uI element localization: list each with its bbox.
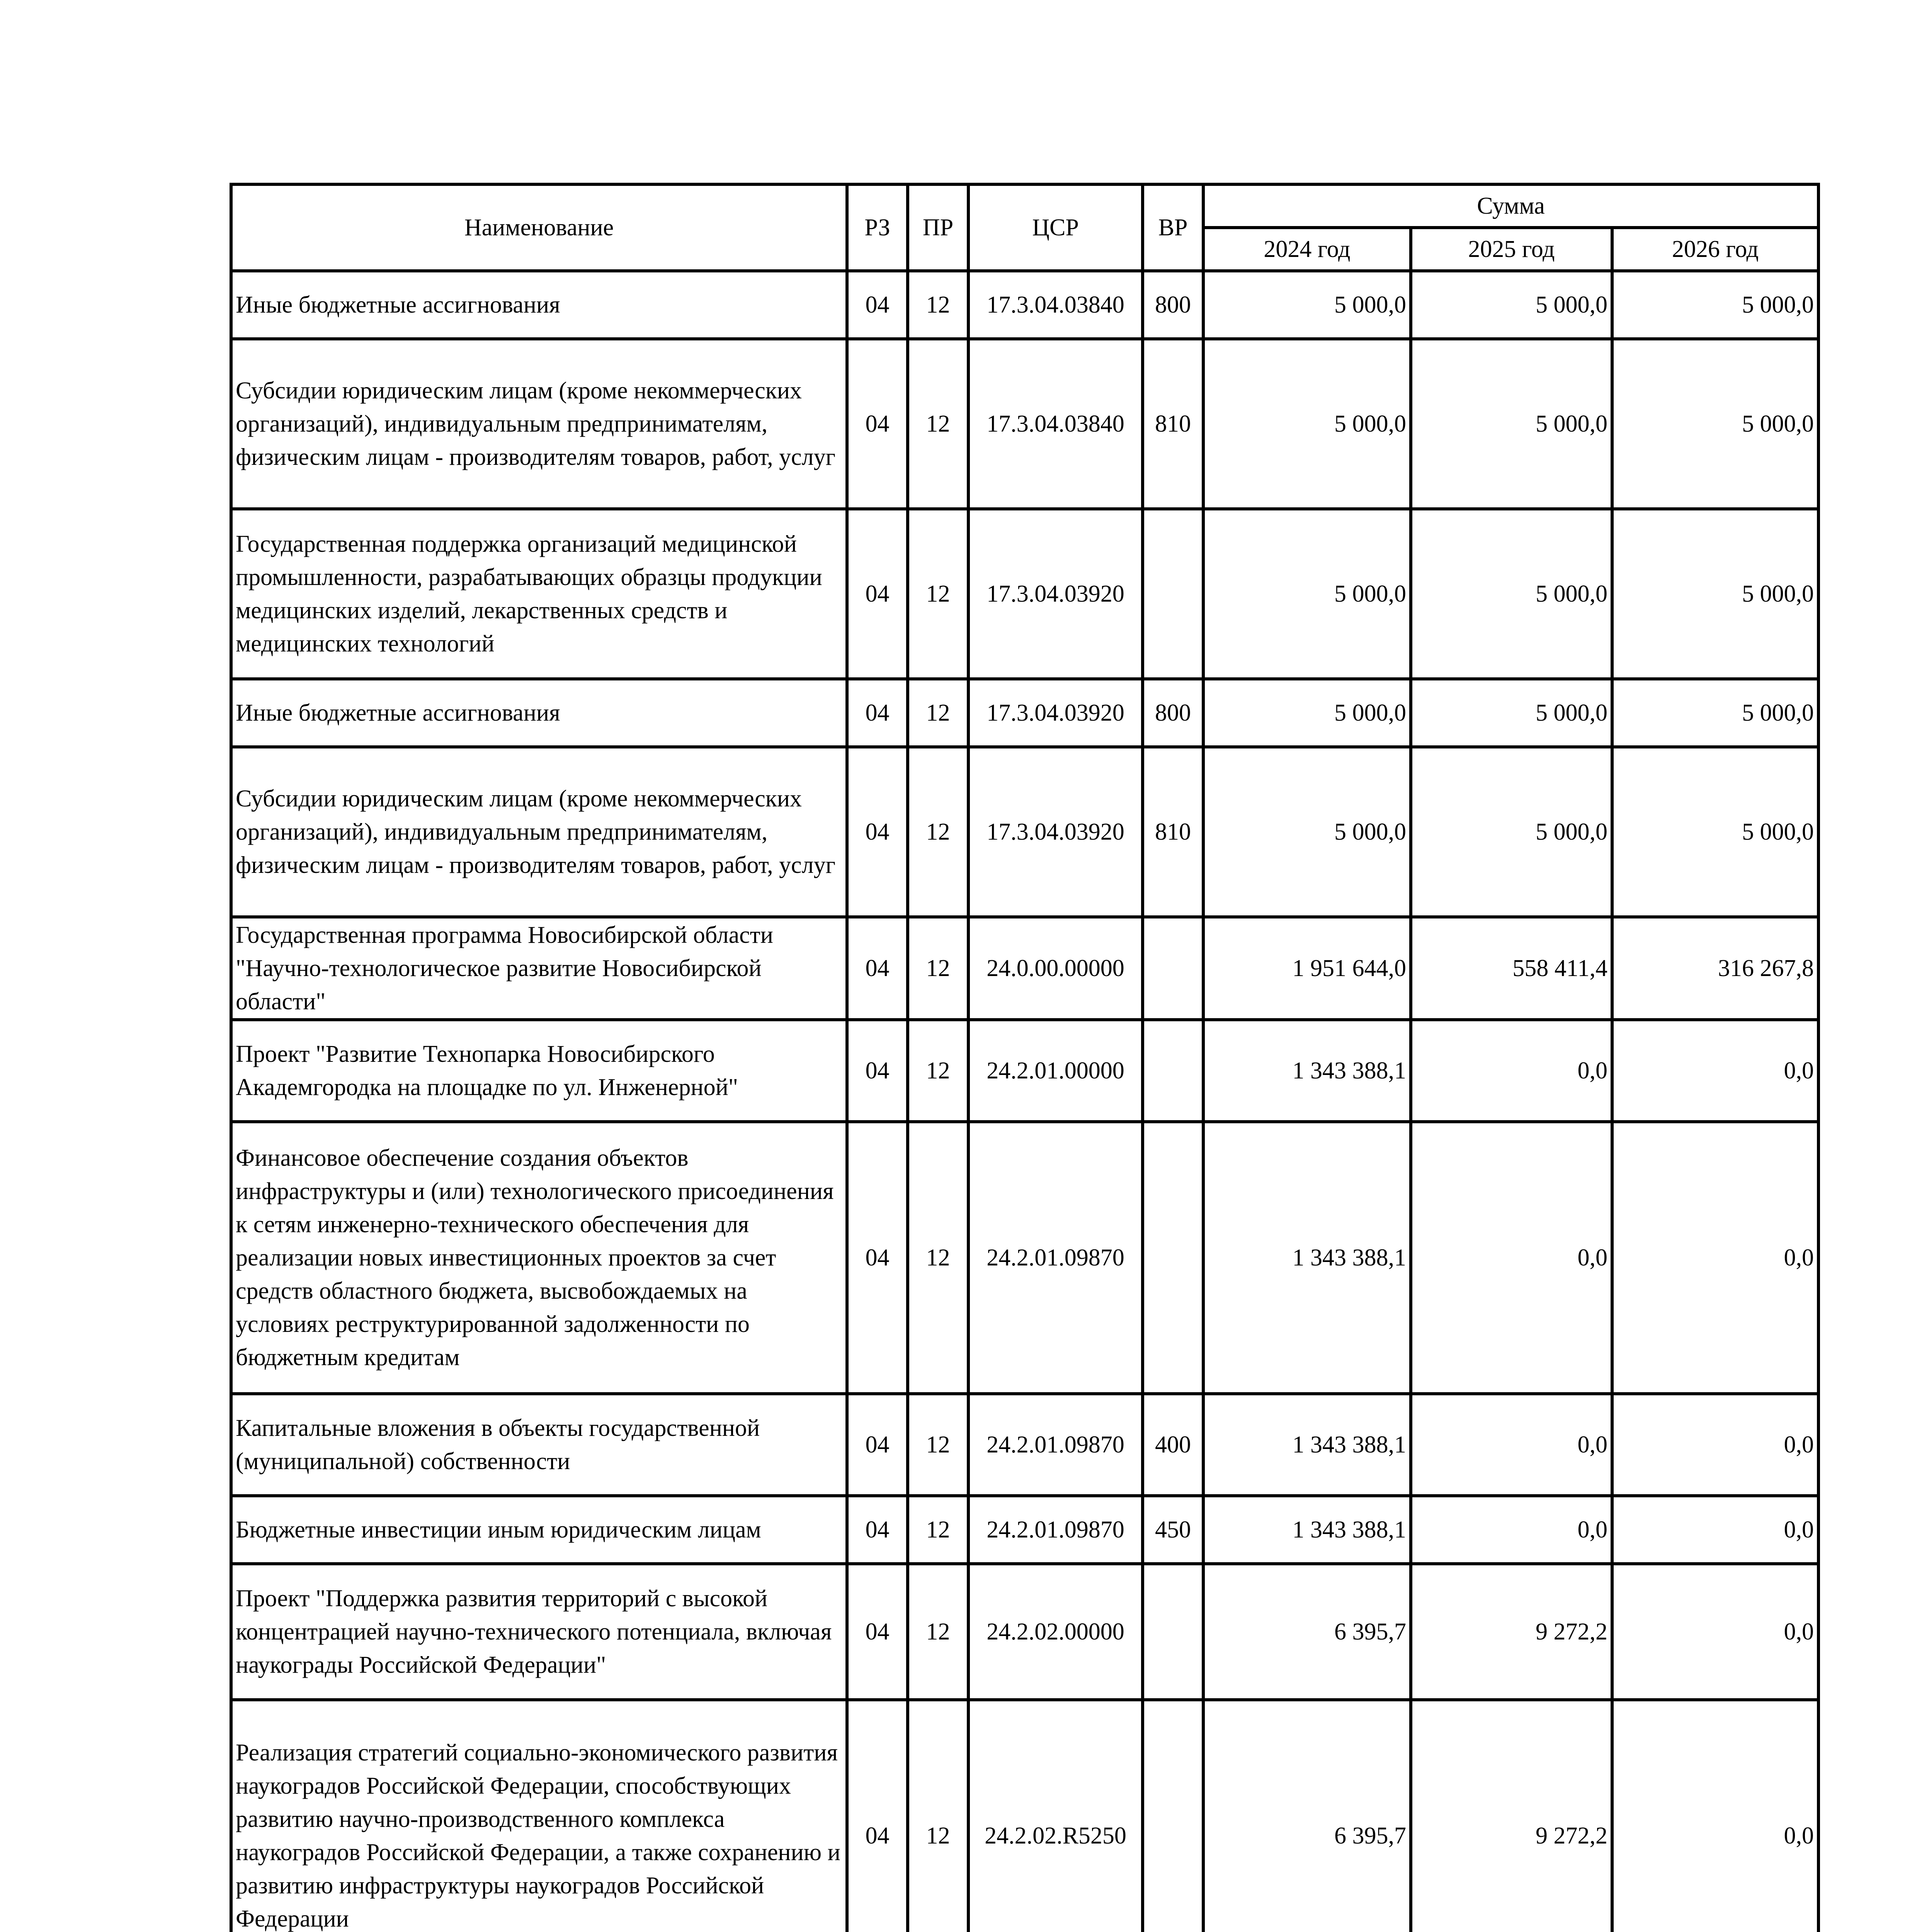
- row-name: Субсидии юридическим лицам (кроме некоммерческих организаций), индивидуальным предпринимателям, физическим лицам - производителям товаров, работ, услуг: [231, 747, 847, 917]
- header-sum: Сумма: [1203, 184, 1818, 228]
- row-pr: 12: [908, 1020, 968, 1122]
- row-pr: 12: [908, 339, 968, 509]
- row-vr: [1143, 1122, 1203, 1394]
- row-sum-2024: 1 343 388,1: [1203, 1020, 1411, 1122]
- header-2024: 2024 год: [1203, 228, 1411, 271]
- row-sum-2025: 0,0: [1411, 1020, 1612, 1122]
- row-name: Финансовое обеспечение создания объектов инфраструктуры и (или) технологического присоединения к сетям инженерно-технического обеспечения для реализации новых инвестиционных проектов за счет средств областного бюджета, высвобождаемых на условиях реструктурированной задолженности по бюджетным кредитам: [231, 1122, 847, 1394]
- table-row: [231, 1394, 1818, 1496]
- row-csr: 17.3.04.03920: [968, 679, 1143, 747]
- table-row: [231, 1122, 1818, 1394]
- row-sum-2025: 5 000,0: [1411, 339, 1612, 509]
- row-sum-2026: 5 000,0: [1612, 747, 1818, 917]
- row-sum-2024: 5 000,0: [1203, 509, 1411, 679]
- row-pr: 12: [908, 509, 968, 679]
- table-row: [231, 747, 1818, 917]
- row-sum-2026: 5 000,0: [1612, 509, 1818, 679]
- row-rz: 04: [847, 1496, 908, 1564]
- row-sum-2025: 0,0: [1411, 1122, 1612, 1394]
- row-rz: 04: [847, 271, 908, 339]
- row-sum-2025: 5 000,0: [1411, 679, 1612, 747]
- row-pr: 12: [908, 1700, 968, 1932]
- row-rz: 04: [847, 1700, 908, 1932]
- table-row: [231, 339, 1818, 509]
- row-pr: 12: [908, 747, 968, 917]
- row-sum-2024: 1 343 388,1: [1203, 1496, 1411, 1564]
- row-sum-2024: 1 343 388,1: [1203, 1394, 1411, 1496]
- row-sum-2024: 1 343 388,1: [1203, 1122, 1411, 1394]
- row-csr: 17.3.04.03840: [968, 339, 1143, 509]
- row-name: Проект "Поддержка развития территорий с высокой концентрацией научно-технического потенциала, включая наукограды Российской Федерации": [231, 1564, 847, 1700]
- row-pr: 12: [908, 1394, 968, 1496]
- row-rz: 04: [847, 917, 908, 1020]
- row-sum-2026: 5 000,0: [1612, 339, 1818, 509]
- row-rz: 04: [847, 1564, 908, 1700]
- row-name: Проект "Развитие Технопарка Новосибирского Академгородка на площадке по ул. Инженерной": [231, 1020, 847, 1122]
- row-sum-2024: 6 395,7: [1203, 1564, 1411, 1700]
- header-2026: 2026 год: [1612, 228, 1818, 271]
- row-vr: 810: [1143, 747, 1203, 917]
- row-csr: 17.3.04.03920: [968, 747, 1143, 917]
- table-row: [231, 1020, 1818, 1122]
- table-row: [231, 679, 1818, 747]
- row-sum-2024: 5 000,0: [1203, 679, 1411, 747]
- row-vr: [1143, 509, 1203, 679]
- row-sum-2026: 5 000,0: [1612, 679, 1818, 747]
- row-sum-2026: 0,0: [1612, 1496, 1818, 1564]
- row-vr: [1143, 1564, 1203, 1700]
- row-sum-2026: 0,0: [1612, 1564, 1818, 1700]
- row-name: Государственная поддержка организаций медицинской промышленности, разрабатывающих образцы продукции медицинских изделий, лекарственных средств и медицинских технологий: [231, 509, 847, 679]
- row-vr: 810: [1143, 339, 1203, 509]
- row-sum-2026: 0,0: [1612, 1700, 1818, 1932]
- row-name: Капитальные вложения в объекты государственной (муниципальной) собственности: [231, 1394, 847, 1496]
- row-sum-2025: 5 000,0: [1411, 509, 1612, 679]
- row-sum-2025: 9 272,2: [1411, 1700, 1612, 1932]
- row-rz: 04: [847, 679, 908, 747]
- row-sum-2025: 5 000,0: [1411, 271, 1612, 339]
- table-row: [231, 1564, 1818, 1700]
- row-vr: 450: [1143, 1496, 1203, 1564]
- row-csr: 24.2.02.00000: [968, 1564, 1143, 1700]
- row-vr: 800: [1143, 271, 1203, 339]
- row-name: Иные бюджетные ассигнования: [231, 271, 847, 339]
- row-csr: 24.0.00.00000: [968, 917, 1143, 1020]
- row-vr: [1143, 917, 1203, 1020]
- row-rz: 04: [847, 1020, 908, 1122]
- row-rz: 04: [847, 339, 908, 509]
- row-vr: [1143, 1020, 1203, 1122]
- row-csr: 24.2.01.09870: [968, 1394, 1143, 1496]
- row-pr: 12: [908, 1496, 968, 1564]
- row-sum-2024: 5 000,0: [1203, 747, 1411, 917]
- row-sum-2024: 1 951 644,0: [1203, 917, 1411, 1020]
- row-csr: 17.3.04.03920: [968, 509, 1143, 679]
- header-rz: РЗ: [847, 184, 908, 271]
- row-vr: 800: [1143, 679, 1203, 747]
- row-vr: 400: [1143, 1394, 1203, 1496]
- row-pr: 12: [908, 1564, 968, 1700]
- row-sum-2025: 5 000,0: [1411, 747, 1612, 917]
- row-rz: 04: [847, 509, 908, 679]
- row-sum-2024: 6 395,7: [1203, 1700, 1411, 1932]
- row-pr: 12: [908, 917, 968, 1020]
- table-row: [231, 917, 1818, 1020]
- row-name: Реализация стратегий социально-экономического развития наукоградов Российской Федерации, способствующих развитию научно-производственного комплекса наукоградов Российской Федерации, а также сохранению и развитию инфраструктуры наукоградов Российской Федерации: [231, 1700, 847, 1932]
- row-sum-2025: 9 272,2: [1411, 1564, 1612, 1700]
- row-rz: 04: [847, 1394, 908, 1496]
- row-name: Государственная программа Новосибирской области "Научно-технологическое развитие Новосибирской области": [231, 917, 847, 1020]
- header-pr: ПР: [908, 184, 968, 271]
- row-sum-2026: 0,0: [1612, 1394, 1818, 1496]
- row-pr: 12: [908, 271, 968, 339]
- row-csr: 24.2.01.00000: [968, 1020, 1143, 1122]
- row-pr: 12: [908, 1122, 968, 1394]
- row-name: Иные бюджетные ассигнования: [231, 679, 847, 747]
- row-sum-2026: 0,0: [1612, 1122, 1818, 1394]
- row-csr: 24.2.01.09870: [968, 1496, 1143, 1564]
- table-row: [231, 1496, 1818, 1564]
- row-name: Субсидии юридическим лицам (кроме некоммерческих организаций), индивидуальным предпринимателям, физическим лицам - производителям товаров, работ, услуг: [231, 339, 847, 509]
- header-vr: ВР: [1143, 184, 1203, 271]
- row-sum-2024: 5 000,0: [1203, 339, 1411, 509]
- row-rz: 04: [847, 1122, 908, 1394]
- row-sum-2025: 0,0: [1411, 1496, 1612, 1564]
- row-sum-2024: 5 000,0: [1203, 271, 1411, 339]
- row-csr: 24.2.02.R5250: [968, 1700, 1143, 1932]
- table-row: [231, 1700, 1818, 1932]
- row-csr: 24.2.01.09870: [968, 1122, 1143, 1394]
- row-sum-2025: 0,0: [1411, 1394, 1612, 1496]
- row-sum-2026: 5 000,0: [1612, 271, 1818, 339]
- header-csr: ЦСР: [968, 184, 1143, 271]
- row-vr: [1143, 1700, 1203, 1932]
- row-sum-2026: 0,0: [1612, 1020, 1818, 1122]
- table-row: [231, 509, 1818, 679]
- row-csr: 17.3.04.03840: [968, 271, 1143, 339]
- header-2025: 2025 год: [1411, 228, 1612, 271]
- row-sum-2026: 316 267,8: [1612, 917, 1818, 1020]
- table-row: [231, 271, 1818, 339]
- row-pr: 12: [908, 679, 968, 747]
- row-rz: 04: [847, 747, 908, 917]
- row-sum-2025: 558 411,4: [1411, 917, 1612, 1020]
- table-header-row: [231, 184, 1818, 228]
- row-name: Бюджетные инвестиции иным юридическим лицам: [231, 1496, 847, 1564]
- header-name: Наименование: [231, 184, 847, 271]
- budget-table: [230, 183, 1820, 1932]
